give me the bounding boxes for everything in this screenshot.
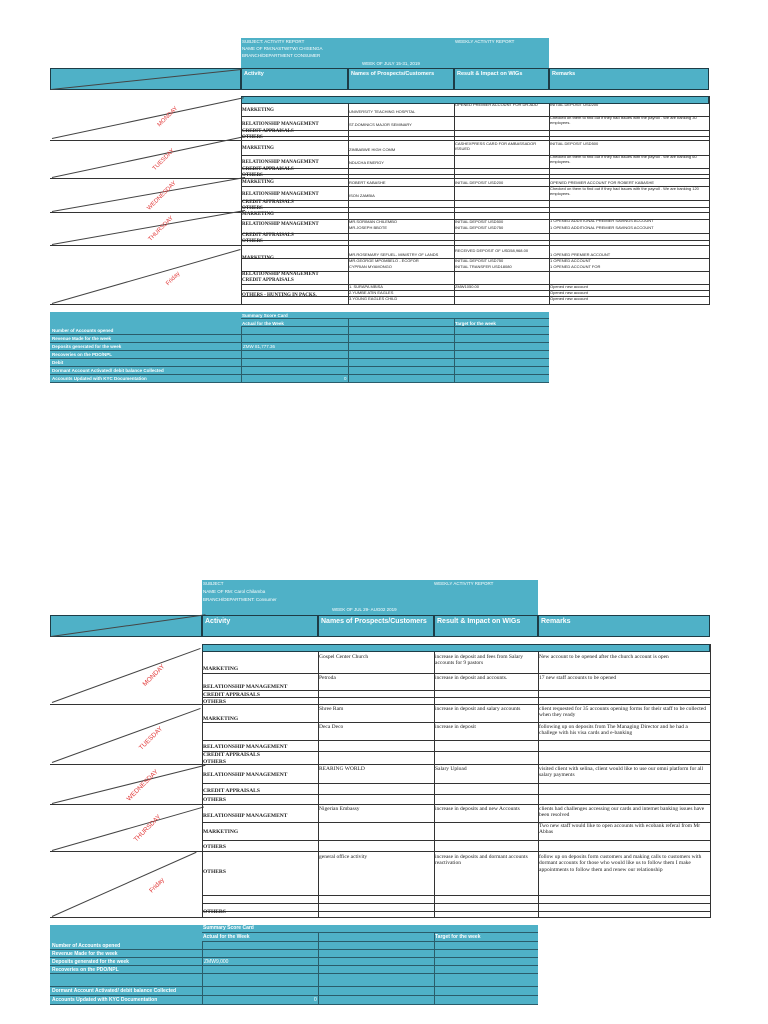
- report-2-day-wednesday: WEDNESDAY: [125, 768, 160, 803]
- report-1-remark: Opened new account: [550, 284, 588, 289]
- report-2-activity: OTHERS: [203, 797, 226, 803]
- report-1-activity: CREDIT APPRAISALS: [242, 167, 294, 172]
- report-2-day-thursday: THURSDAY: [132, 813, 163, 844]
- report-2-customer-name: Gospel Center Church: [319, 654, 369, 660]
- report-1-activity: RELATIONSHIP MANAGEMENT: [242, 160, 319, 165]
- report-1-activity: RELATIONSHIP MANAGEMENT: [242, 192, 319, 197]
- report-1-result: INITIAL TRANSFER USD18080: [455, 264, 512, 269]
- report-1-remark: 1 OPENED PREMIER ACCOUNT: [550, 252, 611, 257]
- report-2-subject: SUBJECT: [203, 581, 224, 586]
- report-1-customer-name: NDUCHA ENERGY: [349, 160, 384, 165]
- report-1-customer-name: ROBERT KABASHE: [349, 180, 386, 185]
- report-1-customer-name: MR.SORIMAN CHILEMBO: [349, 219, 398, 224]
- report-1-day-thursday: THURSDAY: [147, 215, 175, 243]
- report-1-activity: MARKETING: [242, 180, 274, 185]
- report-2-day-monday: MONDAY: [141, 663, 167, 688]
- report-1-customer-name: UNIVERSITY TEACHING HOSPITAL: [349, 109, 416, 114]
- report-1-result: RECEIVED DEPOSIT OF USD58,968.00: [455, 248, 529, 253]
- report-1-customer-name: ISON ZAMBIA: [349, 193, 375, 198]
- report-1-day-friday: Friday: [165, 270, 182, 288]
- report-1-activity: OTHERS - HUNTING IN PACKS.: [242, 293, 317, 298]
- report-1-day-tuesday: TUESDAY: [151, 148, 176, 172]
- report-1-remark: OPENED PREMIER ACCOUNT FOR ROBERT KABASHE: [550, 180, 655, 185]
- report-2-activity: MARKETING: [203, 666, 239, 672]
- report-1-summary-title: Summary Score Card: [242, 313, 288, 318]
- report-2-remark: 17 new staff accounts to be opened: [539, 675, 617, 681]
- report-2-result: increase in deposit and salary accounts: [435, 706, 521, 712]
- report-2-day-tuesday: TUESDAY: [137, 725, 165, 752]
- report-1-customer-name: 3.YOUNG EAGLES CHILD: [349, 296, 398, 301]
- report-2-col-names: Names of Prospects/Customers: [318, 615, 434, 637]
- report-2-day-friday: Friday: [148, 876, 166, 895]
- report-1-summary-target-header: Target for the week: [455, 321, 496, 326]
- report-1-result: ZMW1050.00: [455, 284, 480, 289]
- report-2-col-remarks: Remarks: [538, 615, 710, 637]
- report-1-result: INITIAL DEPOSIT USD500: [455, 219, 504, 224]
- report-1-customer-name: CYPRIAN MYAMONGO: [349, 264, 392, 269]
- report-2-customer-name: general office activity: [319, 854, 368, 860]
- report-2-activity: RELATIONSHIP MANAGEMENT: [203, 772, 288, 778]
- report-2-summary-target-header: Target for the week: [435, 934, 481, 940]
- report-2-summary-actual-header: Actual for the Week: [203, 934, 250, 940]
- report-1-activity: RELATIONSHIP MANAGEMENT: [242, 222, 319, 227]
- report-1-activity: OTHERS: [242, 135, 263, 140]
- report-1-department: BRANCH/DEPARTMENT CONSUMER: [242, 53, 321, 58]
- report-2-activity: OTHERS: [203, 759, 226, 765]
- report-1-activity: MARKETING: [242, 256, 274, 261]
- report-2-remark: client requested for 35 accounts opening forms for their staff to be collected when they ready: [539, 706, 706, 719]
- report-1-remark: 1 OPENED ACCOUNT: [550, 258, 591, 263]
- report-1-remark: 1 OPENED ACCOUNT FOR: [550, 264, 601, 269]
- report-1-customer-name: ZIMBABWE HIGH COMM: [349, 147, 396, 152]
- report-1-header: [241, 38, 549, 68]
- report-1-result: INITIAL DEPOSIT USD200: [455, 180, 504, 185]
- report-1-customer-name: MR.GEORGE MPOMBELO - ECOFOR: [349, 258, 419, 263]
- report-2-col-activity: Activity: [202, 615, 318, 637]
- report-1-customer-name: 2.YUMBE ATIN EAGLES: [349, 290, 394, 295]
- report-1-activity: CREDIT APPRAISALS: [242, 200, 294, 205]
- report-1-customer-name: MR.ROSEMARY SEFUEL- MINISTRY OF LANDS: [349, 252, 439, 257]
- report-1-summary-card: Summary Score Card Actual for the Week Target for the week Number of Accounts opened Revenue Made for the week Deposits generated for the week ZMW 81,777.36 Recoveries on the PDO/NPL Debit Dormant Account Activated/ debit balance Collected Accounts Updated with KYC Documentation 0: [50, 312, 549, 383]
- report-2-activity: OTHERS: [203, 699, 226, 705]
- report-1-remark: Opened new account: [550, 296, 588, 301]
- report-1-result: INITIAL DEPOSIT USD750: [455, 258, 504, 263]
- report-2-customer-name: Nigerian Embassy: [319, 806, 360, 812]
- report-1-result: OPENED PREMIER ACCOUNT FOR DR.ADU: [455, 102, 538, 107]
- report-1-activity: OTHERS: [242, 206, 263, 211]
- report-1-activity: OTHERS: [242, 173, 263, 178]
- report-1-result: CASHEXPRESS CARD FOR AMBASSADOR ISSUED: [455, 141, 537, 151]
- report-2-customer-name: REARING WORLD: [319, 766, 365, 772]
- report-1-activity: RELATIONSHIP MANAGEMENT: [242, 272, 319, 277]
- report-1-day-wednesday: WEDNESDAY: [146, 180, 178, 212]
- report-2-customer-name: Shree Ram: [319, 706, 344, 712]
- report-2-summary-title: Summary Score Card: [203, 925, 254, 931]
- report-2-activity: CREDIT APPRAISALS: [203, 752, 260, 758]
- report-2-activity: OTHERS: [203, 869, 226, 875]
- report-2-customer-name: Deca Deco: [319, 724, 344, 730]
- report-1-remark: 1 OPENED ADDITIONAL PREMIER SAVINGS ACCOUNT: [550, 218, 654, 223]
- report-1-activity: MARKETING: [242, 108, 274, 113]
- report-1-remark: 1 OPENED ADDITIONAL PREMIER SAVINGS ACCOUNT: [550, 225, 654, 230]
- report-1-activity: MARKETING: [242, 212, 274, 217]
- report-1-customer-name: 1. SURAPA MBISA: [349, 284, 383, 289]
- report-2-remark: visited client with selina, client would like to use our omni platform for all salary payments: [539, 766, 704, 779]
- report-2-title: WEEKLY ACTIVITY REPORT: [434, 581, 494, 586]
- report-1-col-results: Result & Impact on WIGs: [454, 68, 549, 90]
- report-2-activity: OTHERS: [203, 844, 226, 850]
- report-1-activity: MARKETING: [242, 146, 274, 151]
- report-1-col-names: Names of Prospects/Customers: [348, 68, 454, 90]
- report-2-result: increase in deposit and fees from Salary accounts for 9 pastors: [435, 654, 523, 667]
- report-1-col-activity: Activity: [241, 68, 348, 90]
- report-1-remark: Checked on them to find out if they had issues with the payroll . We are banking 30 employees.: [550, 115, 697, 125]
- report-1-subject: SUBJECT: ACTIVITY REPORT: [242, 39, 305, 44]
- report-2-department: BRANCH/DEPARTMENT: Consumer: [203, 597, 277, 602]
- report-2-header: [202, 580, 538, 615]
- report-2-remark: clients had challenges accessing our cards and internet banking issues have been resolved: [539, 806, 705, 819]
- report-2-week: WEEK OF JUL 29- AUG02 2019: [332, 607, 397, 612]
- report-1-remark: Opened new account: [550, 290, 588, 295]
- report-1-day-monday: MONDAY: [156, 105, 180, 129]
- report-1-customer-name: MR.JOSEPH BBOTE: [349, 225, 388, 230]
- report-2-activity: RELATIONSHIP MANAGEMENT: [203, 813, 288, 819]
- report-1-activity: RELATIONSHIP MANAGEMENT: [242, 122, 319, 127]
- report-1-remark: Checked on them to find out if they had issues with the payroll . We are banking 60 employees.: [550, 154, 697, 164]
- report-1-activity: OTHERS: [242, 239, 263, 244]
- report-2-remark: Two new staff would like to open accounts with ecobank referal from Mr Abbas: [539, 823, 701, 836]
- report-1-summary-actual-header: Actual for the Week: [242, 321, 284, 326]
- report-1-activity: CREDIT APPRAISALS: [242, 233, 294, 238]
- report-2-activity: CREDIT APPRAISALS: [203, 788, 260, 794]
- report-2-summary-card: Summary Score Card Actual for the Week Target for the week Number of Accounts opened Revenue Made for the week Deposits generated for the week ZMW9,000 Recoveries on the PDO/NPL Dormant Account Activated/ debit balance Collected Accounts Updated with KYC Documentation 0: [50, 925, 538, 1005]
- report-2-result: increase in deposits and new Accounts: [435, 806, 520, 812]
- report-2-activity: RELATIONSHIP MANAGEMENT: [203, 744, 288, 750]
- report-1-remark: INITIAL DEPOSIT USD200: [550, 102, 599, 107]
- report-2-result: increase in deposits and dormant accounts reactivation: [435, 854, 528, 867]
- report-1-activity: CREDIT APPRAISALS: [242, 129, 294, 134]
- report-2-remark: follow up on deposits form customers and making calls to customers with dormant accounts for those who would like us to follow them I make appointments to follow them and renew our relationship: [539, 854, 702, 873]
- report-2-activity: CREDIT APPRAISALS: [203, 692, 260, 698]
- report-2-activity: MARKETING: [203, 716, 239, 722]
- report-2-activity: RELATIONSHIP MANAGEMENT: [203, 684, 288, 690]
- report-2-col-results: Result & Impact on WIGs: [434, 615, 538, 637]
- report-2-result: increase in deposit and accounts.: [435, 675, 508, 681]
- report-1-rm-name: NAME OF RM:NASTWITWI CHISENGA: [242, 46, 323, 51]
- report-1-customer-name: ST.DOMINICS MAJOR SEMINARY: [349, 122, 412, 127]
- report-2-rm-name: NAME OF RM: Carol Chilamba: [203, 589, 266, 594]
- report-2-remark: following up on deposits from The Managing Director and he had a challege with his visa cards and e-banking: [539, 724, 688, 737]
- report-1-col-remarks: Remarks: [549, 68, 709, 90]
- report-2-result: Salary Upload: [435, 766, 467, 772]
- report-1-activity: CREDIT APPRAISALS: [242, 278, 294, 283]
- report-1-week: WEEK OF JULY 15-31, 2019: [362, 61, 420, 66]
- report-1-result: INITIAL DEPOSIT USD750: [455, 225, 504, 230]
- report-2-result: increase in deposit: [435, 724, 476, 730]
- report-1-remark: Checked on them to find out if they had issues with the payroll . We are banking 120 employees.: [550, 186, 699, 196]
- report-2-remark: New account to be opened after the church account is open: [539, 654, 669, 660]
- report-1-remark: INITIAL DEPOSIT USD500: [550, 141, 599, 146]
- report-1-title: WEEKLY ACTIVITY REPORT: [455, 39, 515, 44]
- report-2-customer-name: Petroda: [319, 675, 336, 681]
- report-2-activity: MARKETING: [203, 829, 239, 835]
- report-2-activity: OTHERS: [203, 909, 226, 915]
